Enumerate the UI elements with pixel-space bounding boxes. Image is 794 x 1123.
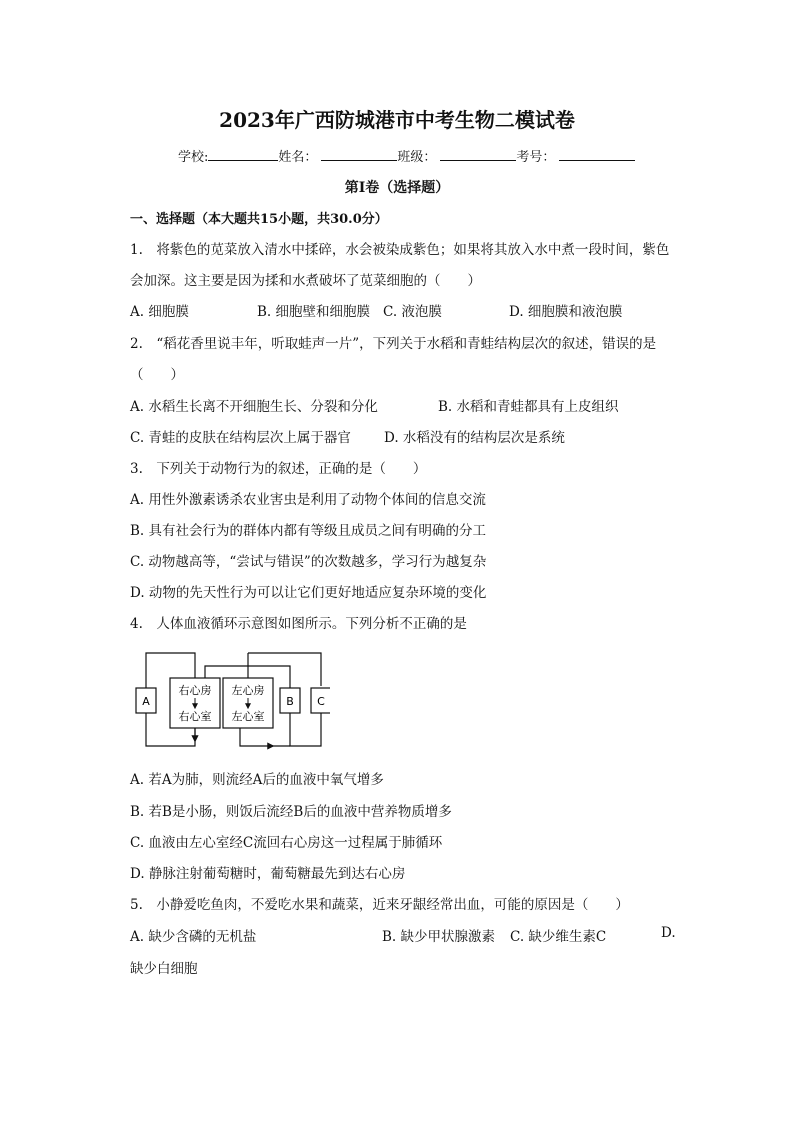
exam-number-label: 考号： <box>516 150 556 165</box>
question-2-option-c[interactable]: C. 青蛙的皮肤在结构层次上属于器官 <box>130 430 351 446</box>
blood-circulation-diagram <box>130 648 330 752</box>
question-4-option-d[interactable]: D. 静脉注射葡萄糖时，葡萄糖最先到达右心房 <box>130 866 406 882</box>
question-5-option-d[interactable]: D. <box>661 925 676 941</box>
question-2-line-2: （ ） <box>130 367 184 383</box>
exam-title: 2023年广西防城港市中考生物二模试卷 <box>219 108 575 132</box>
right-atrium-label: 右心房 <box>178 684 212 697</box>
right-ventricle-label: 右心室 <box>178 710 212 723</box>
question-4-option-c[interactable]: C. 血液由左心室经C流回右心房这一过程属于肺循环 <box>130 835 443 851</box>
school-blank[interactable] <box>208 147 278 161</box>
exam-number-blank[interactable] <box>559 147 635 161</box>
left-atrium-label: 左心房 <box>231 684 265 697</box>
class-label: 班级： <box>397 150 437 165</box>
class-blank[interactable] <box>440 147 516 161</box>
aorta-line <box>240 728 273 746</box>
student-info-line <box>178 146 635 165</box>
question-2-option-d[interactable]: D. 水稻没有的结构层次是系统 <box>384 430 565 446</box>
question-5-option-a[interactable]: A. 缺少含磷的无机盐 <box>130 929 257 945</box>
organ-b-label: B <box>286 695 294 708</box>
left-ventricle-label: 左心室 <box>231 710 265 723</box>
question-3-option-c[interactable]: C. 动物越高等，“尝试与错误”的次数越多，学习行为越复杂 <box>130 554 487 570</box>
question-3-option-d[interactable]: D. 动物的先天性行为可以让它们更好地适应复杂环境的变化 <box>130 585 487 601</box>
question-2-option-a[interactable]: A. 水稻生长离不开细胞生长、分裂和分化 <box>130 399 378 415</box>
name-label: 姓名： <box>278 150 318 165</box>
question-5-line-1: 5. 小静爱吃鱼肉，不爱吃水果和蔬菜，近来牙龈经常出血，可能的原因是（ ） <box>130 897 629 913</box>
name-blank[interactable] <box>321 147 397 161</box>
question-5-option-d-text[interactable]: 缺少白细胞 <box>130 961 198 977</box>
question-1-line-2: 会加深。这主要是因为揉和水煮破坏了苋菜细胞的（ ） <box>130 273 481 289</box>
question-2-line-1: 2. “稻花香里说丰年，听取蛙声一片”，下列关于水稻和青蛙结构层次的叙述，错误的是 <box>130 336 657 352</box>
question-4-line-1: 4. 人体血液循环示意图如图所示。下列分析不正确的是 <box>130 616 467 632</box>
question-1-line-1: 1. 将紫色的苋菜放入清水中揉碎，水会被染成紫色；如果将其放入水中煮一段时间，紫色 <box>130 242 670 258</box>
question-5-option-c[interactable]: C. 缺少维生素C <box>510 929 607 945</box>
question-1-option-c[interactable]: C. 液泡膜 <box>383 304 442 320</box>
question-1-option-a[interactable]: A. 细胞膜 <box>130 304 189 320</box>
question-3-option-a[interactable]: A. 用性外激素诱杀农业害虫是利用了动物个体间的信息交流 <box>130 492 486 508</box>
question-1-option-b[interactable]: B. 细胞壁和细胞膜 <box>257 304 371 320</box>
school-label: 学校: <box>178 150 209 165</box>
section-title: 一、选择题（本大题共15小题，共30.0分） <box>130 212 388 227</box>
question-1-option-d[interactable]: D. 细胞膜和液泡膜 <box>509 304 623 320</box>
question-5-option-b[interactable]: B. 缺少甲状腺激素 <box>382 929 496 945</box>
question-3-line-1: 3. 下列关于动物行为的叙述，正确的是（ ） <box>130 461 427 477</box>
question-4-option-a[interactable]: A. 若A为肺，则流经A后的血液中氧气增多 <box>130 772 384 788</box>
question-3-option-b[interactable]: B. 具有社会行为的群体内都有等级且成员之间有明确的分工 <box>130 523 487 539</box>
question-2-option-b[interactable]: B. 水稻和青蛙都具有上皮组织 <box>438 399 619 415</box>
c-loop-line <box>290 713 321 746</box>
organ-a-label: A <box>142 695 150 708</box>
part-title: 第Ⅰ卷（选择题） <box>344 180 450 196</box>
organ-c-label: C <box>317 695 325 708</box>
question-4-option-b[interactable]: B. 若B是小肠，则饭后流经B后的血液中营养物质增多 <box>130 804 452 820</box>
